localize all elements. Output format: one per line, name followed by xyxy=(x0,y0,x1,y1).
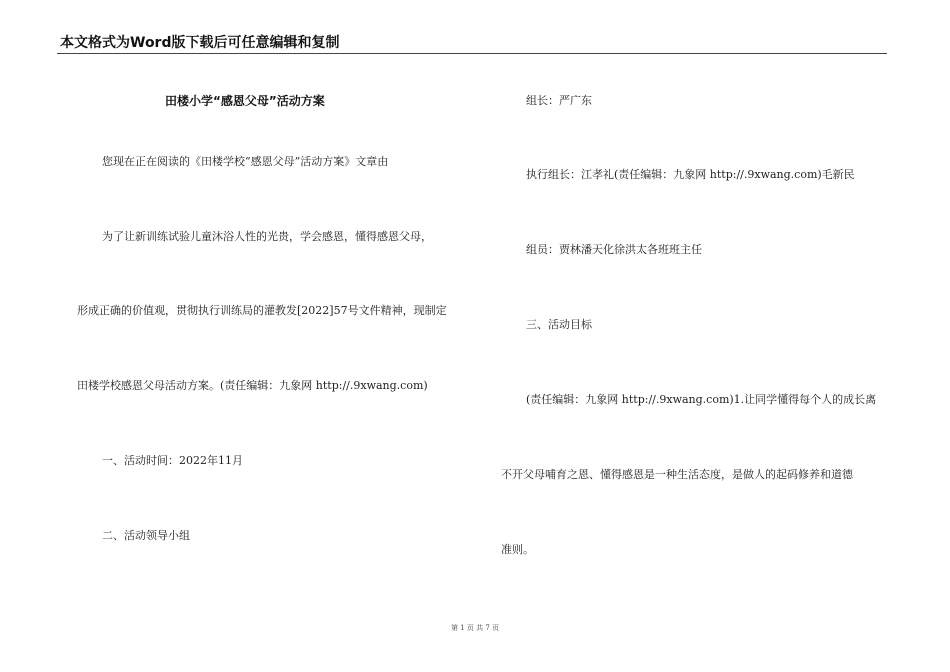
paragraph-line: 组长：严广东 xyxy=(526,94,592,107)
paragraph-line: 不开父母哺育之恩、懂得感恩是一种生活态度，是做人的起码修养和道德 xyxy=(501,468,853,481)
paragraph-line: 准则。 xyxy=(501,543,534,556)
paragraph-line: (责任编辑：九象网 http://.9xwang.com)1.让同学懂得每个人的成长离 xyxy=(526,393,877,406)
section-heading: 二、活动领导小组 xyxy=(102,529,190,542)
section-heading: 三、活动目标 xyxy=(526,318,592,331)
page-indicator: 第 1 页 共 7 页 xyxy=(450,624,500,632)
paragraph-line: 为了让新训练试验儿童沐浴人性的光贵，学会感恩，懂得感恩父母， xyxy=(102,230,432,243)
header-banner-text: 本文格式为Word版下载后可任意编辑和复制 xyxy=(60,35,340,51)
paragraph-line: 组员：贾林潘天化徐洪太各班班主任 xyxy=(526,243,702,256)
section-heading: 一、活动时间：2022年11月 xyxy=(102,454,243,467)
paragraph-line: 田楼学校感恩父母活动方案。(责任编辑：九象网 http://.9xwang.com) xyxy=(77,379,428,392)
page-footer xyxy=(0,623,950,633)
document-title: 田楼小学“感恩父母”活动方案 xyxy=(165,94,325,108)
document-header xyxy=(57,34,887,54)
header-rule xyxy=(57,53,887,54)
paragraph-line: 形成正确的价值观，贯彻执行训练局的灌教发[2022]57号文件精神，现制定 xyxy=(77,304,447,317)
paragraph-line: 您现在正在阅读的《田楼学校“感恩父母”活动方案》文章由 xyxy=(102,155,389,168)
paragraph-line: 执行组长：江孝礼(责任编辑：九象网 http://.9xwang.com)毛新民 xyxy=(526,168,855,181)
